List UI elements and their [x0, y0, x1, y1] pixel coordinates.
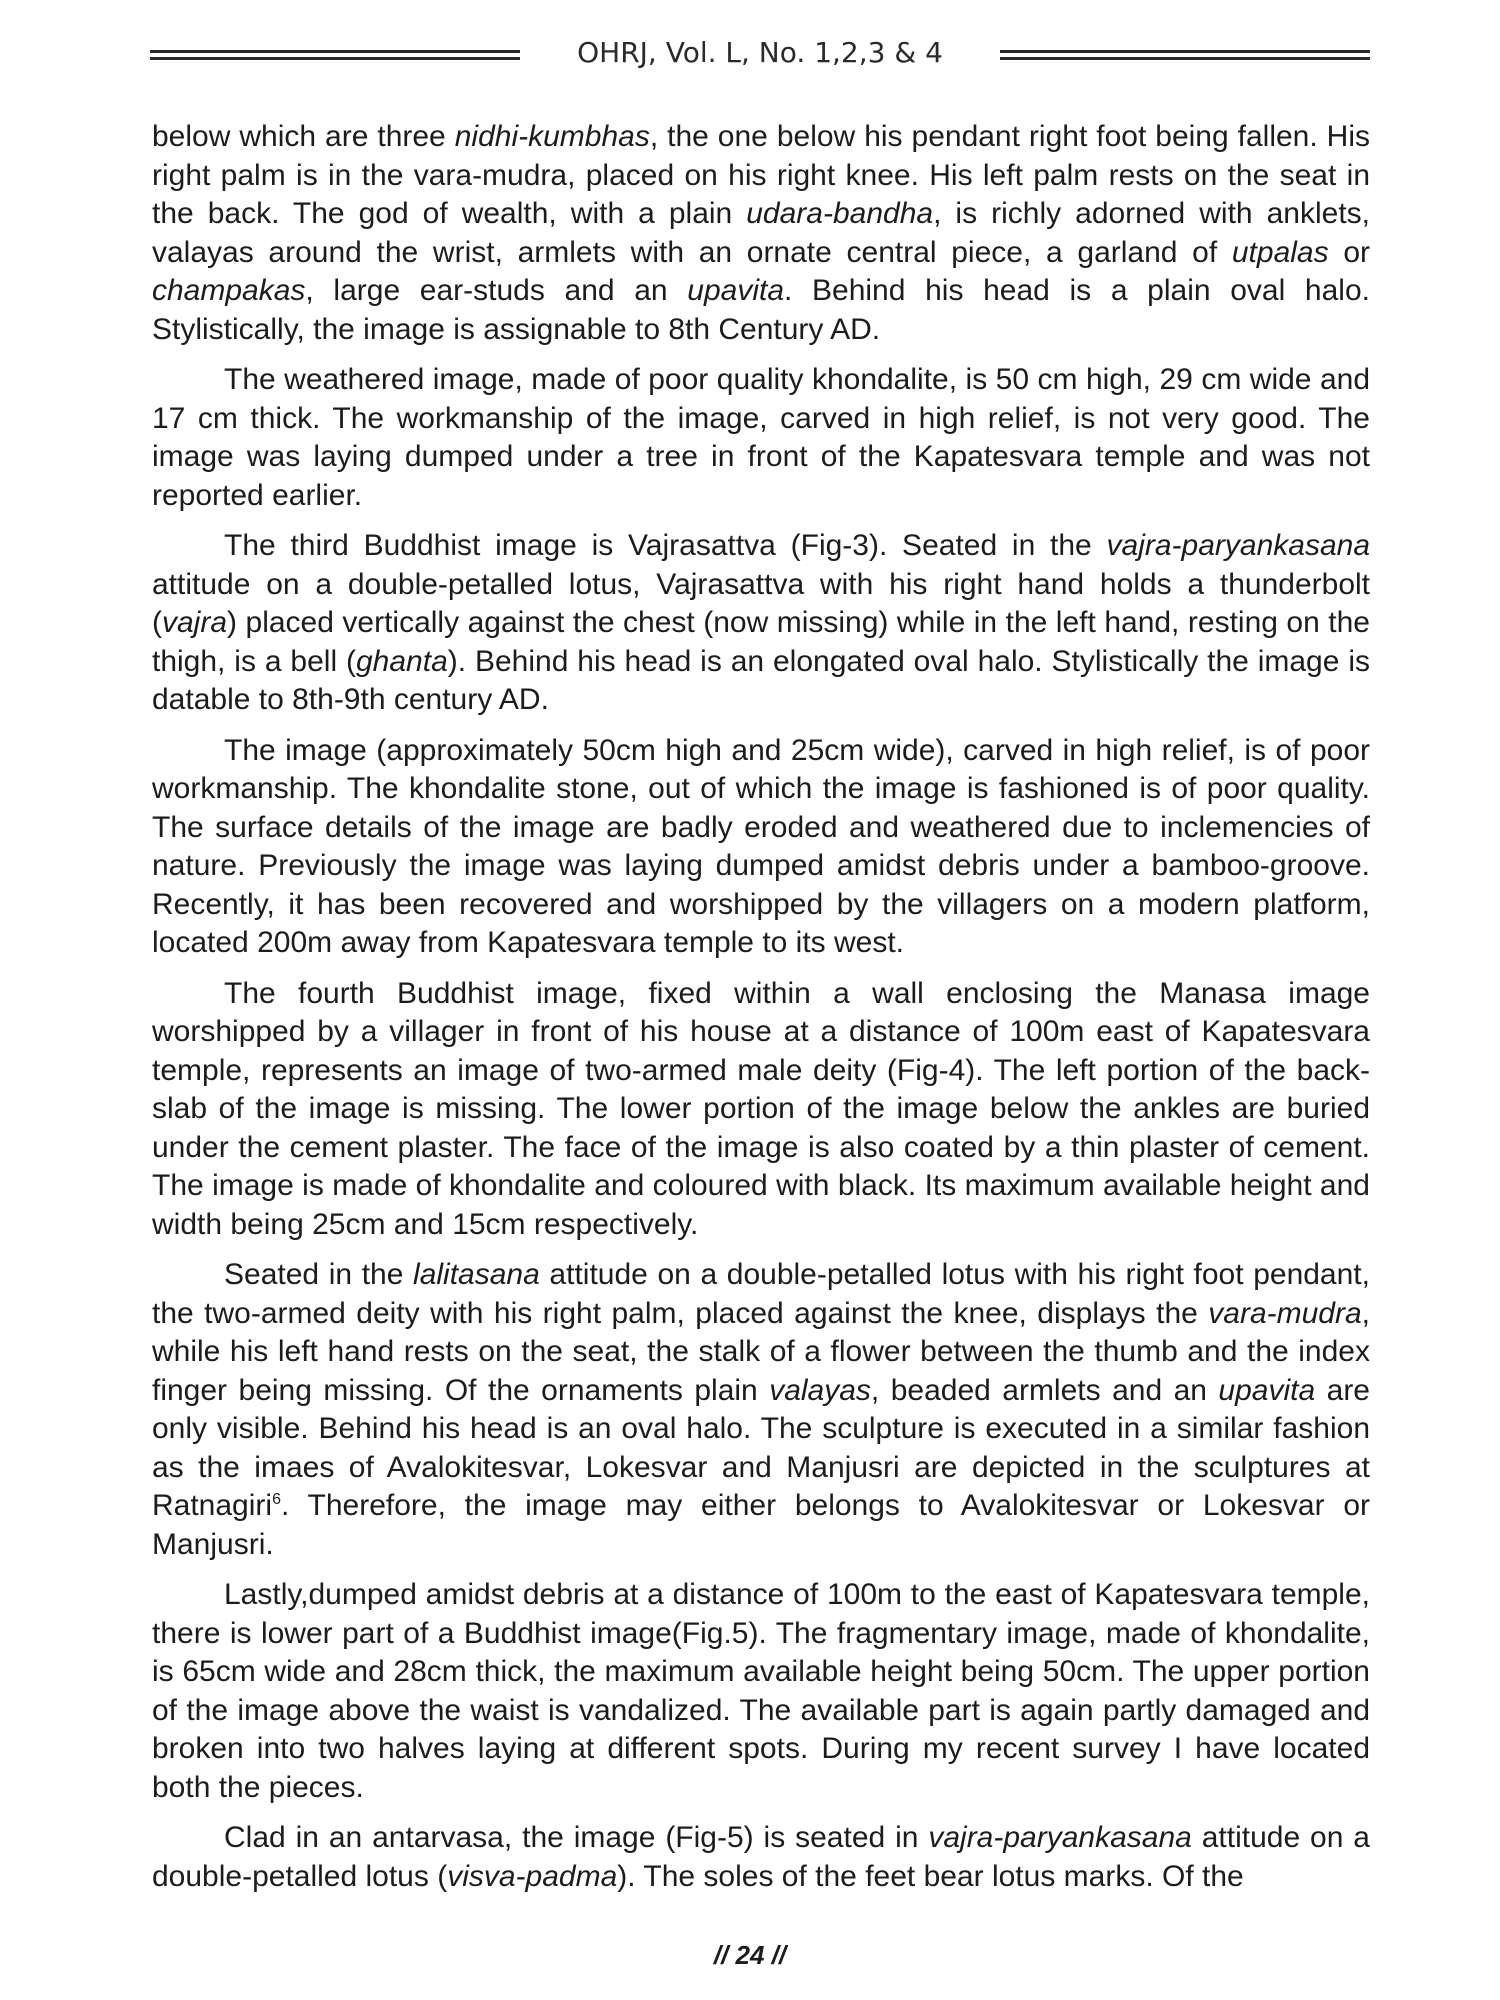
text-run: , while his left hand rests on the seat, the stalk of a flower between the thumb and the index finger being missing. Of the ornaments plain	[152, 1296, 1370, 1407]
text-run: The third Buddhist image is Vajrasattva (Fig-3). Seated in the	[224, 529, 1107, 562]
text-run: attitude on a double-petalled lotus, Vajrasattva with his right hand holds a thunderbolt (	[152, 567, 1370, 639]
text-run: Lastly,dumped amidst debris at a distance of 100m to the east of Kapatesvara temple, there is lower part of a Buddhist image(Fig.5). The fragmentary image, made of khondalite, is 65cm wide and 28cm thick, the maximum available height being 50cm. The upper portion of the image above the waist is vandalized. The available part is again partly damaged and broken into two halves laying at different spots. During my recent survey I have located both the pieces.	[152, 1578, 1370, 1804]
paragraph-6	[152, 1256, 1370, 1564]
italic-term: utpalas	[1231, 235, 1329, 269]
text-run: . Therefore, the image may either belongs to Avalokitesvar or Lokesvar or Manjusri.	[152, 1489, 1370, 1561]
text-run: , the one below his pendant right foot being fallen. His right palm is in the vara-mudra, placed on his right knee. His left palm rests on the seat in the back. The god of wealth, with a plain	[152, 120, 1370, 230]
italic-term: visva-padma	[447, 1859, 618, 1893]
italic-term: ghanta	[356, 644, 448, 678]
text-run: attitude on a double-petalled lotus with his right foot pendant, the two-armed deity with his right palm, placed against the knee, displays the	[152, 1258, 1370, 1330]
text-run: , is richly adorned with anklets, valayas around the wrist, armlets with an ornate central piece, a garland of	[152, 197, 1370, 269]
journal-title: OHRJ, Vol. L, No. 1,2,3 & 4	[577, 36, 943, 69]
paragraph-2	[152, 361, 1370, 515]
paragraph-1	[152, 118, 1370, 349]
text-run: or	[1328, 235, 1370, 269]
text-run: , beaded armlets and an	[870, 1373, 1219, 1407]
italic-term: valayas	[769, 1373, 871, 1407]
text-run: , large ear-studs and an	[305, 274, 688, 307]
paragraph-8	[152, 1819, 1370, 1896]
text-run: attitude on a double-petalled lotus (	[152, 1821, 1370, 1893]
italic-term: upavita	[1218, 1373, 1316, 1407]
text-run: The fourth Buddhist image, fixed within a wall enclosing the Manasa image worshipped by a villager in front of his house at a distance of 100m east of Kapatesvara temple, represents an image of two-armed male deity (Fig-4). The left portion of the back-slab of the image is missing. The lower portion of the image below the ankles are buried under the cement plaster. The face of the image is also coated by a thin plaster of cement. The image is made of khondalite and coloured with black. Its maximum available height and width being 25cm and 15cm respectively.	[152, 976, 1370, 1241]
italic-term: udara-bandha	[746, 197, 934, 230]
text-run: below which are three	[152, 120, 455, 153]
text-run: . Behind his head is a plain oval halo. Stylistically, the image is assignable to 8th Century AD.	[152, 274, 1370, 346]
italic-term: nidhi-kumbhas	[454, 120, 650, 153]
paragraph-3	[152, 527, 1370, 720]
paragraph-4	[152, 732, 1370, 963]
text-run: The weathered image, made of poor quality khondalite, is 50 cm high, 29 cm wide and 17 cm thick. The workmanship of the image, carved in high relief, is not very good. The image was laying dumped under a tree in front of the Kapatesvara temple and was not reported earlier.	[152, 363, 1370, 512]
text-run: ) placed vertically against the chest (now missing) while in the left hand, resting on the thigh, is a bell (	[152, 606, 1370, 678]
text-run: Seated in the	[224, 1258, 414, 1291]
italic-term: champakas	[152, 274, 306, 307]
article-body	[152, 118, 1370, 1908]
footnote-marker: 6	[272, 1491, 281, 1508]
text-run: ). The soles of the feet bear lotus marks. Of the	[617, 1859, 1244, 1893]
paragraph-5	[152, 975, 1370, 1245]
italic-term: upavita	[687, 274, 785, 307]
page-number: // 24 //	[713, 1940, 787, 1970]
italic-term: vara-mudra	[1208, 1296, 1362, 1330]
italic-term: vajra-paryankasana	[1106, 529, 1370, 562]
running-header	[150, 30, 1370, 80]
text-run: are only visible. Behind his head is an oval halo. The sculpture is executed in a similar fashion as the imaes of Avalokitesvar, Lokesvar and Manjusri are depicted in the sculptures at Ratnagiri	[152, 1373, 1370, 1522]
italic-term: lalitasana	[413, 1258, 540, 1291]
paragraph-7	[152, 1576, 1370, 1807]
italic-term: vajra	[162, 606, 228, 639]
text-run: Clad in an antarvasa, the image (Fig-5) is seated in	[224, 1821, 929, 1854]
text-run: The image (approximately 50cm high and 25cm wide), carved in high relief, is of poor workmanship. The khondalite stone, out of which the image is fashioned is of poor quality. The surface details of the image are badly eroded and weathered due to inclemencies of nature. Previously the image was laying dumped amidst debris under a bamboo-groove. Recently, it has been recovered and worshipped by the villagers on a modern platform, located 200m away from Kapatesvara temple to its west.	[152, 733, 1370, 959]
text-run: ). Behind his head is an elongated oval halo. Stylistically the image is datable to 8th-9th century AD.	[152, 644, 1370, 716]
header-rule-right	[1000, 50, 1370, 60]
italic-term: vajra-paryankasana	[928, 1821, 1192, 1854]
